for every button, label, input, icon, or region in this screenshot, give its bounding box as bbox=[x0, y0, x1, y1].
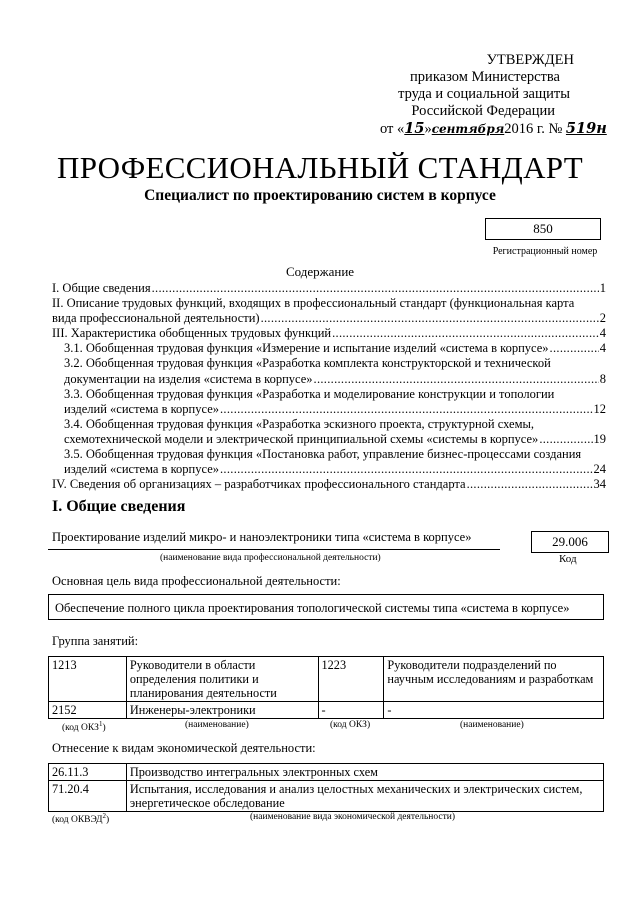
toc-item-text: 3.4. Обобщенная трудовая функция «Разработка эскизного проекта, структурной схемы, bbox=[64, 416, 535, 431]
okz-code: - bbox=[318, 702, 384, 719]
table-row bbox=[49, 764, 604, 781]
toc-item-text: изделий «система в корпусе» bbox=[64, 401, 219, 416]
toc-item[interactable] bbox=[52, 447, 606, 477]
okved-name-caption: (наименование вида экономической деятельности) bbox=[250, 812, 455, 822]
toc-item-text: схемотехнической модели и электрической принципиальной схемы «системы в корпусе» bbox=[64, 431, 539, 446]
toc-item-text: 3.5. Обобщенная трудовая функция «Постановка работ, управление бизнес-процессами создания bbox=[64, 447, 582, 462]
registration-number-box: 850 bbox=[485, 218, 601, 240]
activity-caption: (наименование вида профессиональной деятельности) bbox=[160, 553, 381, 563]
date-day: 15 bbox=[404, 120, 425, 137]
footnote-mark: 2 bbox=[102, 812, 106, 820]
table-row bbox=[49, 657, 604, 702]
toc-leader bbox=[220, 462, 593, 477]
toc-leader bbox=[152, 281, 599, 296]
toc-item[interactable] bbox=[52, 417, 606, 447]
okz-name: Инженеры-электроники bbox=[126, 702, 318, 719]
occupations-label: Группа занятий: bbox=[52, 634, 139, 648]
toc-heading: Содержание bbox=[285, 264, 355, 279]
toc-page: 8 bbox=[599, 371, 606, 386]
date-month: сентября bbox=[431, 122, 505, 136]
goal-label: Основная цель вида профессиональной деятельности: bbox=[52, 574, 341, 588]
document-subtitle: Специалист по проектированию систем в корпусе bbox=[144, 187, 496, 204]
occupations-table bbox=[48, 656, 604, 719]
activity-code-box: 29.006 bbox=[531, 531, 609, 553]
economic-table bbox=[48, 763, 604, 812]
toc-item-text: вида профессиональной деятельности) bbox=[52, 311, 260, 326]
approval-line-2: приказом Министерства bbox=[410, 69, 560, 85]
toc-item[interactable] bbox=[52, 296, 606, 326]
toc-item-text: 3.1. Обобщенная трудовая функция «Измерение и испытание изделий «система в корпусе» bbox=[64, 341, 549, 356]
toc-item-text: изделий «система в корпусе» bbox=[64, 462, 219, 477]
toc-item-text: 3.3. Обобщенная трудовая функция «Разработка и моделирование конструкции и топологии bbox=[64, 386, 555, 401]
toc-item-text: IV. Сведения об организациях – разработчиках профессионального стандарта bbox=[52, 477, 466, 492]
date-prefix: от « bbox=[380, 121, 405, 137]
toc-item-text: I. Общие сведения bbox=[52, 281, 151, 295]
caption-text: ) bbox=[102, 723, 106, 734]
okz-name-caption: (наименование) bbox=[460, 720, 524, 730]
toc-leader bbox=[261, 311, 599, 326]
toc-item-text: III. Характеристика обобщенных трудовых функций bbox=[52, 326, 332, 341]
okz-code-caption: (код ОКЗ) bbox=[330, 720, 371, 730]
approval-line-1: УТВЕРЖДЕН bbox=[486, 52, 574, 68]
code-caption: Код bbox=[559, 553, 577, 565]
toc-item-text: II. Описание трудовых функций, входящих в профессиональный стандарт (функциональная карта bbox=[52, 296, 575, 311]
document-title: ПРОФЕССИОНАЛЬНЫЙ СТАНДАРТ bbox=[57, 150, 583, 185]
toc-page: 19 bbox=[593, 431, 606, 446]
okved-name: Испытания, исследования и анализ целостных механических и электрических систем, энергетическое обследование bbox=[126, 781, 603, 812]
okz-name: Руководители в области определения политики и планирования деятельности bbox=[126, 657, 318, 702]
okved-code-caption bbox=[52, 812, 109, 825]
date-year: 2016 г. № bbox=[504, 121, 563, 137]
caption-text: ) bbox=[105, 815, 110, 826]
date-number: 519н bbox=[565, 120, 607, 137]
okz-name: - bbox=[384, 702, 604, 719]
registration-number-label: Регистрационный номер bbox=[492, 246, 598, 257]
date-sep: » bbox=[424, 121, 432, 137]
toc-page: 12 bbox=[593, 401, 606, 416]
okz-name-caption: (наименование) bbox=[185, 720, 249, 730]
toc-page: 4 bbox=[599, 341, 606, 356]
toc-item-text: документации на изделия «система в корпусе» bbox=[64, 371, 313, 386]
activity-underline bbox=[48, 549, 500, 550]
approval-line-3: труда и социальной защиты bbox=[398, 86, 570, 102]
table-row bbox=[49, 781, 604, 812]
toc-leader bbox=[550, 341, 599, 356]
toc-page: 4 bbox=[599, 326, 606, 341]
approval-line-4: Российской Федерации bbox=[411, 103, 555, 119]
toc-leader bbox=[467, 477, 593, 492]
okz-code: 1213 bbox=[49, 657, 127, 702]
table-of-contents bbox=[52, 281, 606, 492]
toc-item[interactable] bbox=[52, 387, 606, 417]
toc-page: 2 bbox=[599, 311, 606, 326]
okved-code: 71.20.4 bbox=[49, 781, 127, 812]
toc-leader bbox=[539, 432, 592, 447]
okz-name: Руководители подразделений по научным исследованиям и разработкам bbox=[384, 657, 604, 702]
goal-box: Обеспечение полного цикла проектирования топологической системы типа «система в корпусе» bbox=[48, 594, 604, 620]
caption-text: (код ОКВЭД bbox=[52, 815, 103, 826]
table-row bbox=[49, 702, 604, 719]
approval-date bbox=[380, 120, 607, 138]
toc-page: 1 bbox=[599, 281, 606, 295]
okved-name: Производство интегральных электронных схем bbox=[126, 764, 603, 781]
section-heading: I. Общие сведения bbox=[52, 498, 186, 515]
caption-text: (код ОКЗ bbox=[62, 723, 99, 734]
toc-leader bbox=[332, 326, 599, 341]
toc-leader bbox=[314, 372, 599, 387]
toc-item[interactable] bbox=[52, 356, 606, 386]
approval-block bbox=[380, 52, 607, 138]
toc-item[interactable] bbox=[52, 477, 606, 492]
toc-item-text: 3.2. Обобщенная трудовая функция «Разработка комплекта конструкторской и технической bbox=[64, 356, 551, 371]
footnote-mark: 1 bbox=[98, 720, 103, 728]
okz-code: 1223 bbox=[318, 657, 384, 702]
toc-leader bbox=[220, 402, 593, 417]
okved-code: 26.11.3 bbox=[49, 764, 127, 781]
activity-name: Проектирование изделий микро- и наноэлектроники типа «система в корпусе» bbox=[52, 530, 472, 544]
okz-code: 2152 bbox=[49, 702, 127, 719]
toc-item[interactable] bbox=[52, 281, 606, 296]
toc-page: 34 bbox=[593, 477, 606, 492]
economic-label: Отнесение к видам экономической деятельности: bbox=[52, 741, 316, 755]
toc-item[interactable] bbox=[52, 326, 606, 341]
toc-item[interactable] bbox=[52, 341, 606, 356]
okz-code-caption bbox=[62, 720, 106, 733]
toc-page: 24 bbox=[593, 462, 606, 477]
